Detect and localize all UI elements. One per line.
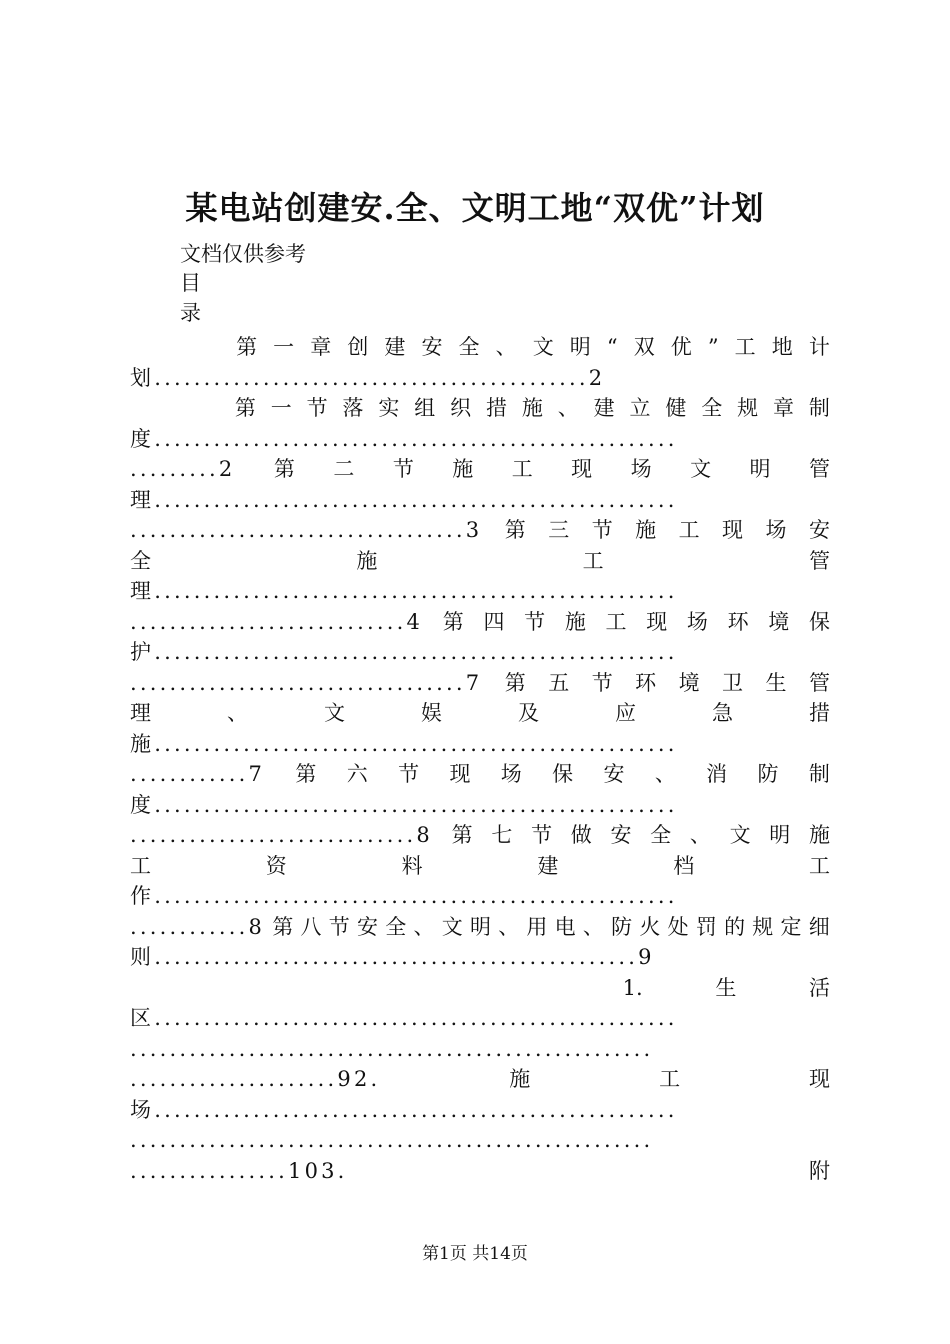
toc-text: 现 — [808, 1067, 830, 1091]
toc-text: 立 — [629, 396, 651, 420]
toc-text: ..................................................... — [130, 1036, 654, 1061]
toc-line — [130, 973, 830, 1004]
toc-text: 第 — [504, 518, 526, 542]
toc-text: 管 — [808, 670, 830, 695]
toc-text: 工 — [678, 518, 700, 542]
toc-text: 防 — [757, 762, 779, 786]
toc-text: 施 — [564, 609, 586, 634]
toc-text: 料 — [401, 853, 423, 878]
toc-text: 、 — [227, 701, 248, 725]
toc-text: 工 — [734, 335, 756, 359]
toc-text: 章 — [773, 396, 794, 420]
toc-text: 文 — [690, 457, 712, 481]
toc-text: 组 — [414, 396, 436, 420]
toc-text: 电 — [554, 914, 576, 939]
toc-text: 措 — [809, 701, 830, 725]
toc-text: ............................4 — [130, 609, 424, 634]
toc-text: 安 — [603, 762, 625, 786]
toc-text: 实 — [378, 396, 400, 420]
toc-text: 、 — [689, 823, 711, 847]
toc-text: 处 — [667, 914, 689, 939]
toc-text: 卫 — [722, 670, 744, 695]
toc-text: 、 — [498, 914, 520, 939]
toc-text: .............................8 — [130, 823, 433, 847]
toc-text: 文 — [441, 914, 463, 939]
toc-text: 施 — [521, 396, 543, 420]
toc-line — [130, 942, 830, 973]
toc-text: 附 — [809, 1158, 830, 1183]
toc-text: 施 — [635, 518, 657, 542]
toc-text: 工 — [130, 853, 151, 878]
toc-text: 、 — [582, 914, 604, 939]
toc-text: 第 — [295, 762, 317, 786]
toc-line — [130, 485, 830, 516]
toc-text: 工 — [808, 853, 830, 878]
toc-text: 安 — [808, 518, 830, 542]
toc-text: 节 — [328, 914, 350, 939]
toc-text: 做 — [570, 823, 592, 847]
toc-text: 现 — [646, 609, 668, 634]
toc-text: 第 — [451, 823, 473, 847]
toc-line — [130, 363, 830, 394]
toc-text: 五 — [548, 670, 570, 695]
toc-text: 管 — [808, 548, 830, 573]
toc-line — [130, 1156, 830, 1187]
toc-text: 文 — [729, 823, 751, 847]
toc-text: ..................................7 — [130, 670, 483, 695]
toc-heading-part-2: 录 — [180, 301, 201, 325]
toc-text: 火 — [639, 914, 661, 939]
toc-text: 场 — [500, 762, 522, 786]
toc-text: 保 — [552, 762, 574, 786]
toc-text: 节 — [392, 457, 414, 481]
toc-text: 六 — [346, 762, 368, 786]
toc-text: 第 — [504, 670, 526, 695]
toc-text: 节 — [591, 518, 613, 542]
toc-text: 施..................................................... — [130, 731, 678, 756]
toc-text: 境 — [678, 670, 700, 695]
document-note: 文档仅供参考 — [180, 242, 306, 266]
toc-text: 地 — [771, 335, 793, 359]
toc-line — [130, 1125, 830, 1156]
toc-text: 用 — [526, 914, 548, 939]
toc-text: 章 — [310, 335, 332, 359]
toc-line — [130, 546, 830, 577]
toc-text: 消 — [706, 762, 728, 786]
toc-text: 、 — [413, 914, 435, 939]
toc-text: 节 — [306, 396, 328, 420]
toc-text: 四 — [483, 609, 505, 634]
toc-text: 全 — [385, 914, 407, 939]
toc-text: 应 — [615, 701, 636, 725]
toc-text: 健 — [665, 396, 687, 420]
toc-text: 三 — [548, 518, 570, 542]
toc-text: 理..................................................... — [130, 579, 678, 603]
toc-text: 施 — [356, 548, 378, 573]
toc-text — [130, 973, 550, 1004]
toc-line — [130, 1034, 830, 1065]
toc-text — [130, 393, 220, 424]
toc-text: 安 — [421, 335, 443, 359]
toc-line — [130, 607, 830, 638]
toc-text: 建 — [537, 853, 559, 878]
toc-text: 落 — [342, 396, 364, 420]
toc-text: 资 — [265, 853, 287, 878]
toc-text: ” — [707, 335, 719, 359]
toc-text: ............7 — [130, 762, 266, 786]
toc-text: 第 — [272, 914, 294, 939]
toc-line — [130, 820, 830, 851]
toc-text: 及 — [518, 701, 539, 725]
toc-text: 环 — [727, 609, 749, 634]
toc-text: 细 — [808, 914, 830, 939]
toc-text: 文 — [532, 335, 554, 359]
toc-text: 节 — [531, 823, 553, 847]
toc-text: 织 — [450, 396, 472, 420]
toc-text: 全 — [130, 548, 151, 573]
toc-text: 防 — [611, 914, 633, 939]
toc-text: 、 — [557, 396, 579, 420]
toc-text: 场..................................................... — [130, 1097, 678, 1122]
toc-text: 保 — [808, 609, 830, 634]
toc-line — [130, 1064, 830, 1095]
toc-text: 第 — [273, 457, 295, 481]
toc-text: 场 — [630, 457, 652, 481]
toc-line — [130, 454, 830, 485]
toc-text: 境 — [768, 609, 790, 634]
toc-text: ..................................................... — [130, 1128, 654, 1152]
toc-text: 八 — [300, 914, 322, 939]
toc-text: “ — [606, 335, 618, 359]
toc-text: 施 — [808, 823, 830, 847]
toc-line — [130, 393, 830, 424]
toc-text: 第 — [234, 396, 256, 420]
toc-text: 工 — [582, 548, 604, 573]
toc-text: .....................92. — [130, 1067, 381, 1091]
toc-text: 明 — [469, 914, 491, 939]
toc-line — [130, 576, 830, 607]
toc-text: 生 — [715, 975, 737, 1000]
toc-text: 则.................................................9 — [130, 945, 655, 969]
toc-text: 节 — [591, 670, 613, 695]
toc-text: 创 — [347, 335, 369, 359]
toc-line — [130, 851, 830, 882]
toc-text: 计 — [808, 335, 830, 359]
toc-text: 明 — [769, 823, 791, 847]
toc-text: 七 — [491, 823, 513, 847]
toc-line — [130, 790, 830, 821]
toc-text: 规 — [752, 914, 774, 939]
toc-line — [130, 1003, 830, 1034]
toc-text: 安 — [610, 823, 632, 847]
toc-text: 一 — [270, 396, 292, 420]
toc-text: 制 — [808, 762, 830, 786]
toc-text: 安 — [357, 914, 379, 939]
toc-line — [130, 424, 830, 455]
toc-text: 全 — [458, 335, 480, 359]
document-title: 某电站创建安.全、文明工地“双优”计划 — [185, 189, 765, 227]
toc-text: 理..................................................... — [130, 487, 678, 512]
page-footer: 第1页 共14页 — [422, 1244, 528, 1264]
toc-text: 度..................................................... — [130, 792, 678, 817]
toc-line — [130, 759, 830, 790]
toc-text: 工 — [511, 457, 533, 481]
toc-text: 节 — [398, 762, 420, 786]
toc-text: 第 — [236, 335, 258, 359]
toc-text: 度..................................................... — [130, 426, 678, 451]
toc-text: 娱 — [421, 701, 442, 725]
toc-line — [130, 637, 830, 668]
toc-line — [130, 1095, 830, 1126]
toc-text: 环 — [635, 670, 657, 695]
toc-text: ..................................3 — [130, 518, 483, 542]
toc-line — [130, 332, 830, 363]
toc-heading-part-1: 目 — [180, 271, 201, 295]
toc-text: 、 — [654, 762, 676, 786]
toc-text: .........2 — [130, 457, 236, 481]
toc-text: 第 — [442, 609, 464, 634]
toc-text: 现 — [722, 518, 744, 542]
toc-text: 二 — [333, 457, 355, 481]
toc-text: 活 — [808, 975, 830, 1000]
toc-text: 1. — [622, 975, 643, 1000]
toc-text: ................103. — [130, 1158, 348, 1183]
toc-text: 的 — [724, 914, 746, 939]
toc-text: 措 — [486, 396, 507, 420]
toc-text — [130, 332, 220, 363]
toc-line — [130, 515, 830, 546]
toc-text: 建 — [384, 335, 406, 359]
toc-text: 双 — [633, 335, 655, 359]
toc-text: 场 — [686, 609, 708, 634]
toc-text: 定 — [780, 914, 802, 939]
toc-text: 罚 — [695, 914, 717, 939]
toc-text: 生 — [765, 670, 787, 695]
toc-text: 场 — [765, 518, 787, 542]
toc-text: 文 — [324, 701, 345, 725]
toc-line — [130, 668, 830, 699]
toc-text: 工 — [605, 609, 627, 634]
toc-text: 明 — [569, 335, 591, 359]
toc-text: 明 — [749, 457, 771, 481]
toc-text: 理 — [130, 701, 151, 725]
toc-text: 施 — [452, 457, 474, 481]
toc-text: 优 — [670, 335, 692, 359]
table-of-contents — [130, 332, 830, 1186]
toc-text: 制 — [808, 396, 830, 420]
toc-line — [130, 912, 830, 943]
toc-text: 一 — [273, 335, 295, 359]
toc-line — [130, 881, 830, 912]
toc-text: ............8 — [130, 914, 266, 939]
toc-text: 现 — [571, 457, 593, 481]
toc-text: 建 — [593, 396, 615, 420]
toc-text: 急 — [712, 701, 733, 725]
toc-text: 护..................................................... — [130, 640, 678, 664]
toc-text: 、 — [495, 335, 517, 359]
toc-text: 规 — [737, 396, 759, 420]
toc-line — [130, 729, 830, 760]
toc-text: 工 — [659, 1067, 681, 1091]
toc-text: 区..................................................... — [130, 1006, 678, 1030]
toc-text: 档 — [673, 853, 695, 878]
toc-text: 施 — [509, 1067, 531, 1091]
toc-text: 现 — [449, 762, 471, 786]
toc-text: 划............................................2 — [130, 365, 606, 390]
toc-text: 节 — [524, 609, 546, 634]
toc-text: 全 — [701, 396, 723, 420]
toc-text: 作..................................................... — [130, 884, 678, 908]
toc-line — [130, 698, 830, 729]
toc-text: 全 — [650, 823, 672, 847]
toc-text: 管 — [808, 457, 830, 481]
